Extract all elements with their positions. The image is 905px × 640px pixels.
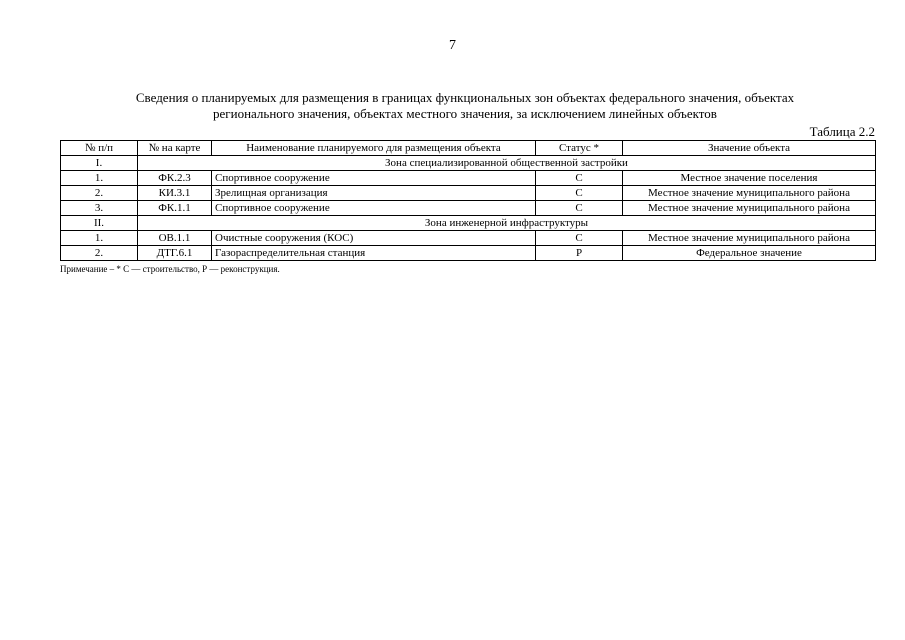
cell-object-value: Местное значение муниципального района (623, 186, 876, 201)
cell-object-name: Газораспределительная станция (212, 246, 536, 261)
zone-num: II. (61, 216, 138, 231)
cell-map-id: КИ.3.1 (138, 186, 212, 201)
zone-title: Зона специализированной общественной застройки (138, 156, 876, 171)
cell-map-id: ФК.1.1 (138, 201, 212, 216)
header-status: Статус * (536, 141, 623, 156)
cell-status: С (536, 171, 623, 186)
zone-num: I. (61, 156, 138, 171)
cell-object-name: Зрелищная организация (212, 186, 536, 201)
zone-row (61, 156, 876, 171)
cell-object-value: Местное значение поселения (623, 171, 876, 186)
table-footnote: Примечание – * С — строительство, Р — реконструкция. (60, 264, 280, 274)
zone-title: Зона инженерной инфраструктуры (138, 216, 876, 231)
table-row (61, 186, 876, 201)
cell-object-value: Федеральное значение (623, 246, 876, 261)
cell-map-id: ФК.2.3 (138, 171, 212, 186)
heading-line-2: регионального значения, объектах местного значения, за исключением линейных объектов (213, 106, 717, 121)
cell-object-value: Местное значение муниципального района (623, 231, 876, 246)
cell-status: С (536, 186, 623, 201)
cell-object-value: Местное значение муниципального района (623, 201, 876, 216)
cell-num: 2. (61, 186, 138, 201)
page-number: 7 (449, 38, 456, 53)
table-header-row (61, 141, 876, 156)
objects-table (60, 140, 876, 261)
cell-object-name: Спортивное сооружение (212, 201, 536, 216)
table-row (61, 201, 876, 216)
table-row (61, 246, 876, 261)
heading-line-1: Сведения о планируемых для размещения в границах функциональных зон объектах федерального значения, объектах (135, 90, 795, 105)
cell-object-name: Спортивное сооружение (212, 171, 536, 186)
cell-num: 3. (61, 201, 138, 216)
cell-map-id: ОВ.1.1 (138, 231, 212, 246)
header-map-id: № на карте (138, 141, 212, 156)
cell-num: 1. (61, 171, 138, 186)
header-num: № п/п (61, 141, 138, 156)
cell-object-name: Очистные сооружения (КОС) (212, 231, 536, 246)
zone-row (61, 216, 876, 231)
cell-num: 1. (61, 231, 138, 246)
cell-num: 2. (61, 246, 138, 261)
cell-status: С (536, 231, 623, 246)
table-row (61, 171, 876, 186)
document-heading (60, 90, 870, 122)
table-caption: Таблица 2.2 (809, 124, 875, 139)
header-object-name: Наименование планируемого для размещения объекта (212, 141, 536, 156)
cell-status: С (536, 201, 623, 216)
table-row (61, 231, 876, 246)
cell-status: Р (536, 246, 623, 261)
header-object-value: Значение объекта (623, 141, 876, 156)
cell-map-id: ДТГ.6.1 (138, 246, 212, 261)
